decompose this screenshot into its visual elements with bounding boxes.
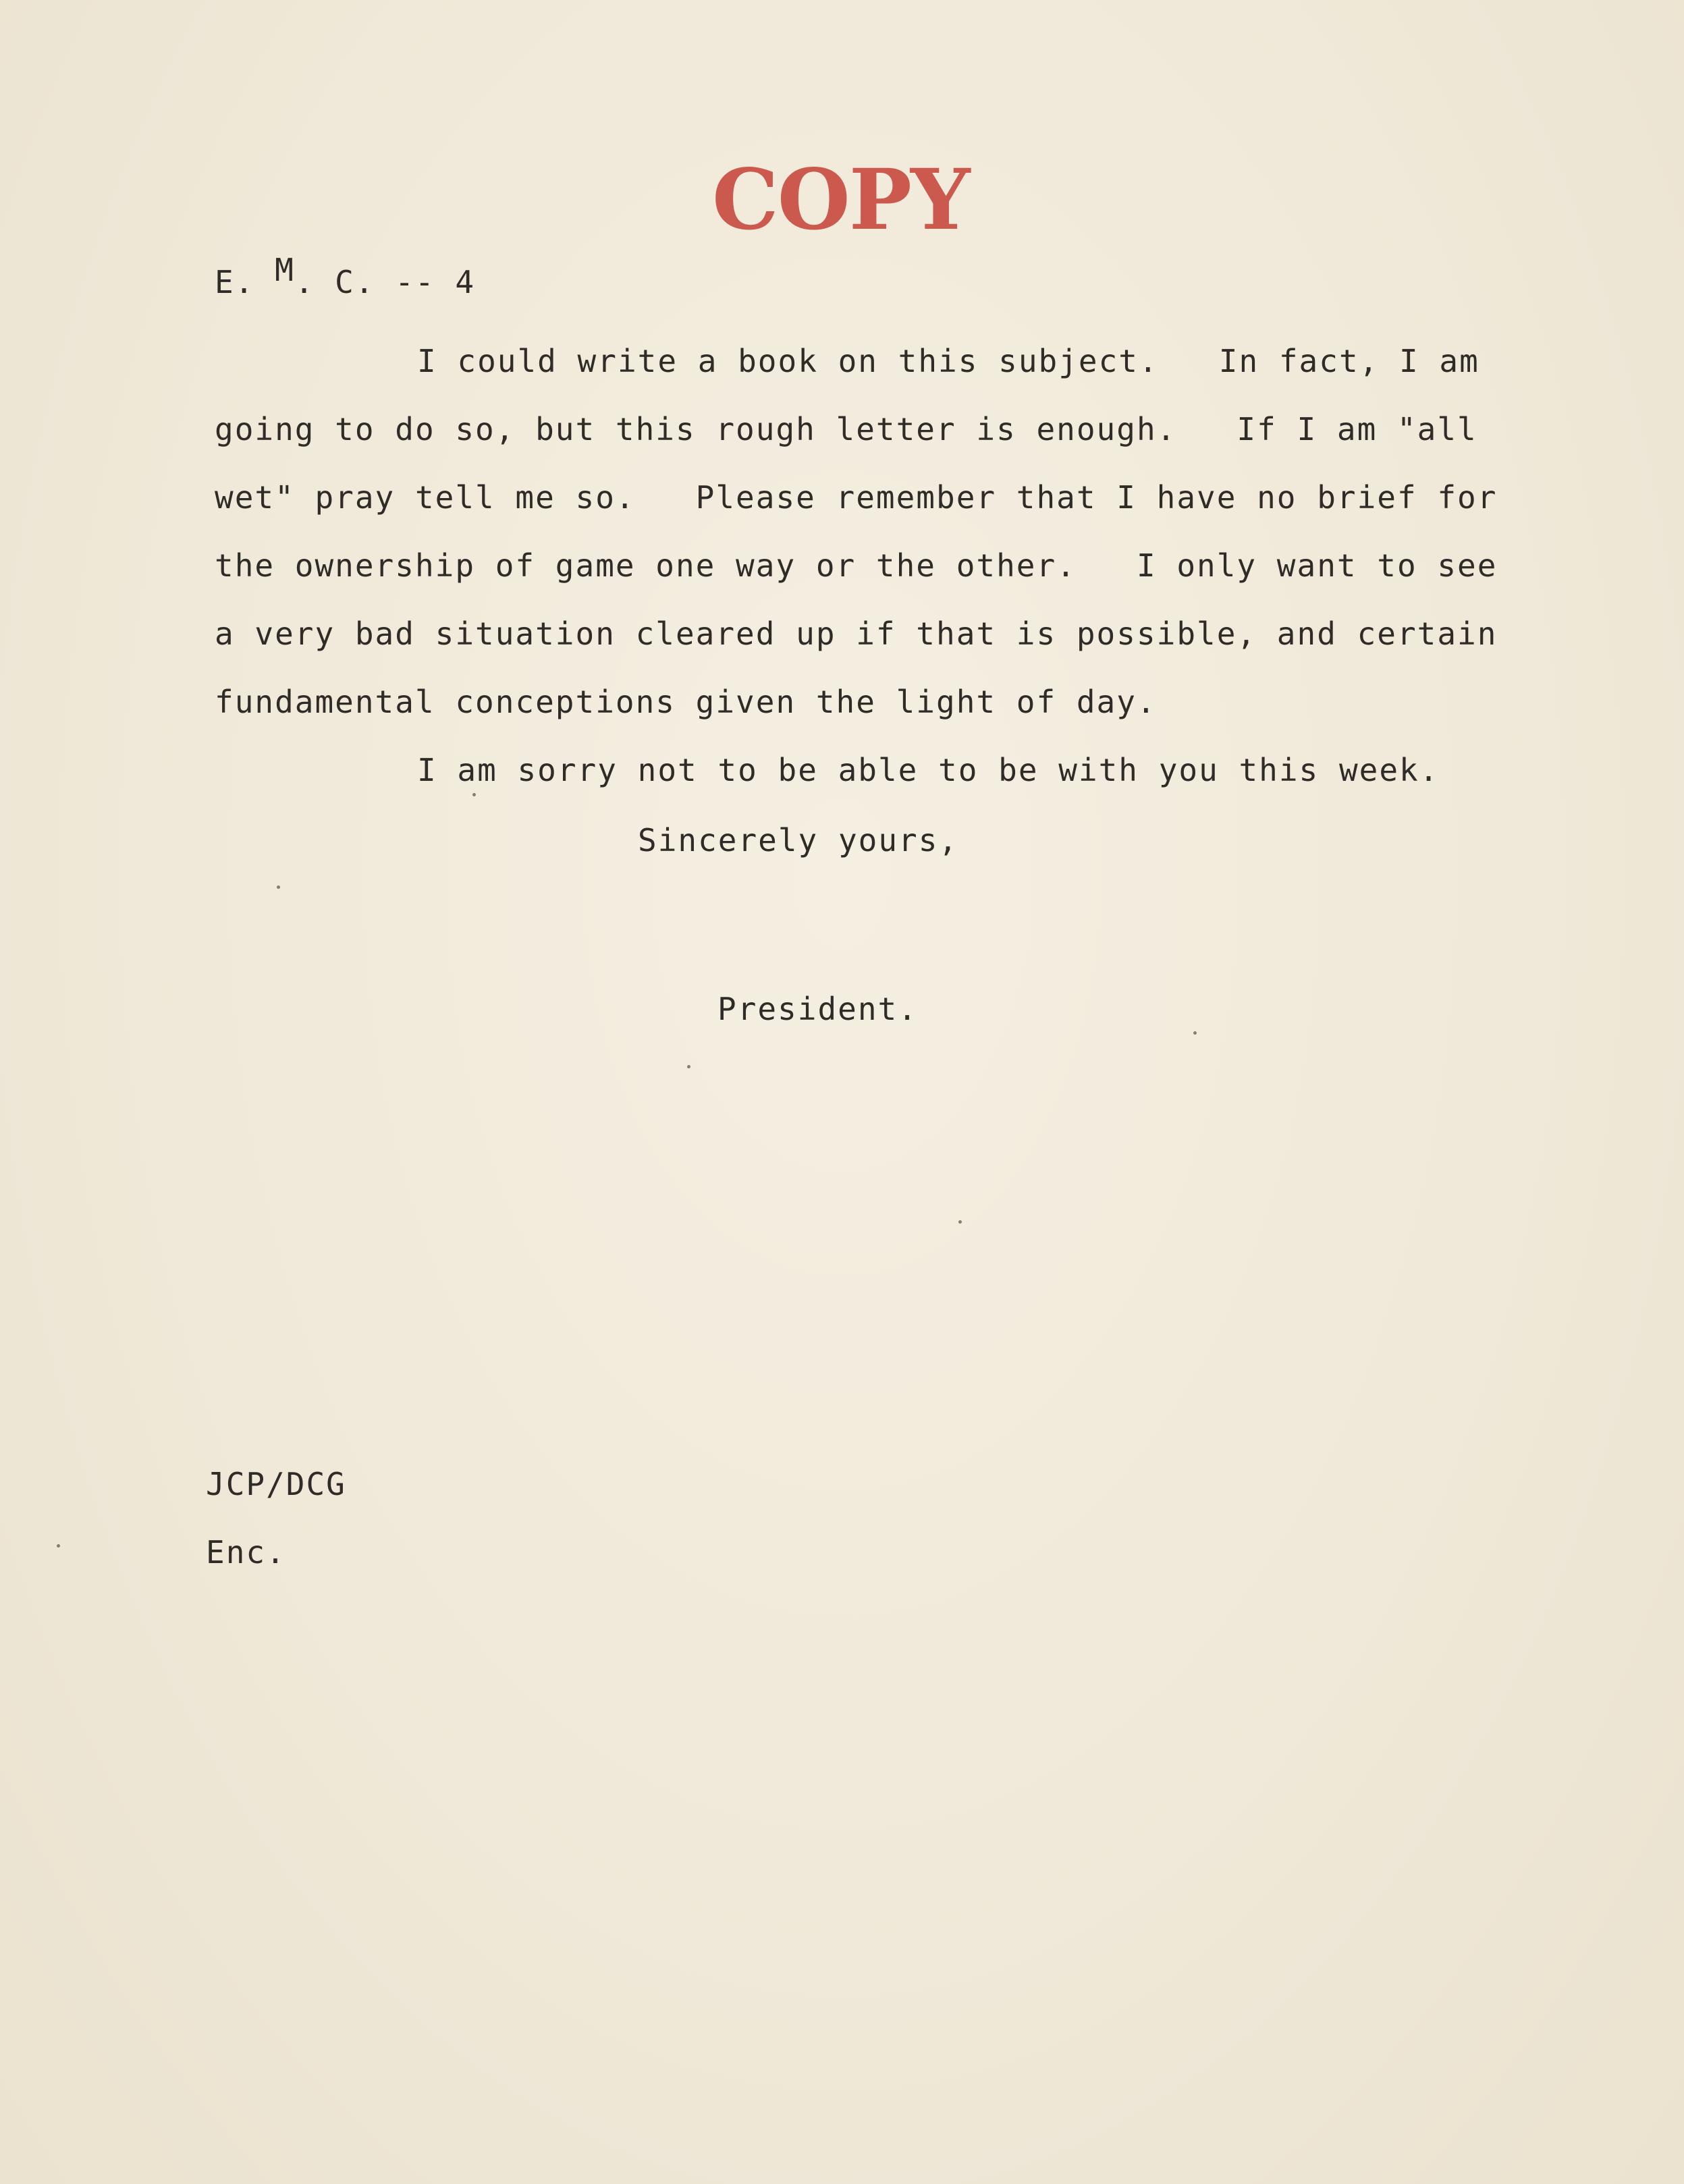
paper-speck [687,1065,690,1068]
body-line-1: I could write a book on this subject. In fact, I am [417,343,1479,379]
copy-stamp: COPY [712,151,969,249]
header-page-ref: . C. -- 4 [294,264,476,300]
paper-speck [277,885,280,889]
body-line-5: a very bad situation cleared up if that is possible, and certain [215,616,1498,652]
signature-title: President. [717,991,918,1027]
reference-initials: JCP/DCG [206,1466,346,1502]
body-line-6: fundamental conceptions given the light of day. [215,684,1157,720]
paper-speck [958,1220,962,1224]
closing-salutation: Sincerely yours, [638,822,959,858]
enclosure-note: Enc. [206,1534,286,1571]
body-line-3: wet" pray tell me so. Please remember that I have no brief for [215,479,1498,516]
paper-speck [57,1544,60,1548]
header-initial-m: M [275,252,295,288]
page-header [215,252,476,300]
body-line-4: the ownership of game one way or the other. I only want to see [215,547,1498,584]
body-line-7: I am sorry not to be able to be with you this week. [417,752,1440,788]
body-line-2: going to do so, but this rough letter is enough. If I am "all [215,411,1477,447]
header-initial-e: E. [215,264,275,300]
paper-speck [472,793,476,796]
paper-speck [1193,1031,1197,1035]
